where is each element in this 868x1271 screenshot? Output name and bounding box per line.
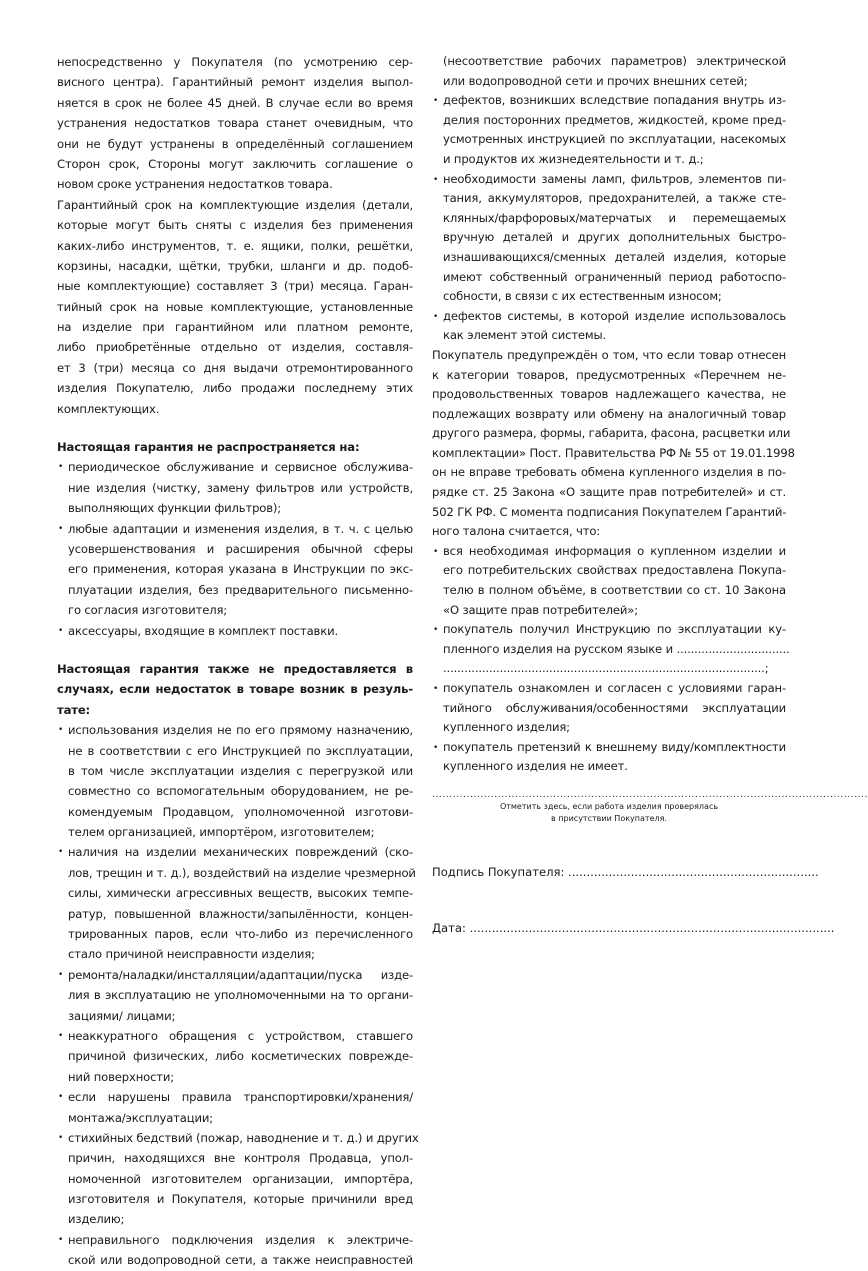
text-line: лов, трещин и т. д.), воздействий на изделие чрезмерной bbox=[68, 865, 416, 880]
text-line: непосредственно у Покупателя (по усмотрению сер- bbox=[57, 55, 413, 69]
text-line: ет 3 (три) месяца со дня выдачи отремонтированного bbox=[57, 360, 413, 375]
bullet-icon: • bbox=[433, 311, 439, 322]
bullet-icon: • bbox=[433, 546, 439, 557]
text-line: он не вправе требовать обмена купленного изделия в по- bbox=[432, 465, 786, 480]
list-item bbox=[432, 170, 786, 307]
text-line: необходимости замены ламп, фильтров, элементов пи- bbox=[443, 171, 786, 186]
bullet-icon: • bbox=[433, 742, 439, 753]
text-line: 502 ГК РФ. С момента подписания Покупателем Гарантий- bbox=[432, 504, 787, 519]
text-line: лия в эксплуатацию не уполномоченными на то органи- bbox=[68, 988, 413, 1003]
text-line: трированных паров, если что-либо из перечисленного bbox=[68, 927, 413, 942]
text-line: на изделие при гарантийном или платном ремонте, bbox=[57, 320, 413, 335]
text-line: корзины, насадки, щётки, трубки, шланги и др. подоб- bbox=[57, 258, 413, 273]
text-line: рядке ст. 25 Закона «О защите прав потребителей» и ст. bbox=[432, 485, 786, 500]
text-line: к категории товаров, предусмотренных «Перечнем не- bbox=[432, 367, 786, 382]
text-line: (несоответствие рабочих параметров) электрической bbox=[443, 54, 786, 68]
text-line: Покупатель предупреждён о том, что если товар отнесен bbox=[432, 347, 786, 362]
list-item bbox=[432, 307, 786, 346]
text-line: висного центра). Гарантийный ремонт изделия выпол- bbox=[57, 75, 413, 90]
text-line: любые адаптации и изменения изделия, в т. ч. с целью bbox=[68, 521, 413, 536]
bullet-icon: • bbox=[58, 625, 64, 636]
text-line: либо приобретённые отдельно от изделия, составля- bbox=[57, 340, 413, 355]
text-line: Настоящая гарантия также не предоставляется в bbox=[57, 661, 413, 676]
list-item bbox=[57, 1128, 419, 1230]
bullet-icon: • bbox=[58, 725, 64, 736]
text-line: устранения недостатков товара станет очевидным, что bbox=[57, 116, 413, 131]
text-line: каких-либо инструментов, т. е. ящики, полки, решётки, bbox=[57, 238, 413, 253]
check-mark-area bbox=[432, 789, 868, 826]
text-line: покупатель ознакомлен и согласен с условиями гаран- bbox=[443, 681, 786, 695]
list-item bbox=[57, 457, 413, 518]
text-line: зациями/ лицами; bbox=[68, 1008, 176, 1023]
list-item bbox=[57, 842, 416, 964]
bullet-icon: • bbox=[58, 1132, 64, 1143]
list-item bbox=[57, 965, 413, 1026]
list-item bbox=[432, 738, 786, 777]
text-line: аксессуары, входящие в комплект поставки. bbox=[68, 623, 338, 638]
text-line: силы, химически агрессивных веществ, высоких темпе- bbox=[68, 886, 413, 901]
text-line: купленного изделия не имеет. bbox=[443, 759, 628, 774]
text-line: комплектующих. bbox=[57, 401, 160, 416]
text-line: наличия на изделии механических повреждений (ско- bbox=[68, 845, 413, 860]
text-line: причиной физических, либо косметических поврежде- bbox=[68, 1049, 413, 1064]
text-line: тийного обслуживания/особенностями эксплуатации bbox=[443, 700, 786, 715]
text-line: продовольственных товаров надлежащего качества, не bbox=[432, 387, 786, 402]
text-line: го согласия изготовителя; bbox=[68, 603, 228, 618]
text-line: изготовителя и Покупателя, которые причинили вред bbox=[68, 1192, 413, 1207]
text-line: пленного изделия на русском языке и ................................ bbox=[443, 641, 790, 656]
text-line: тийный срок на новые комплектующие, установленные bbox=[57, 299, 413, 314]
text-line: ...........................................................................................; bbox=[443, 661, 769, 676]
bullet-icon: • bbox=[58, 1234, 64, 1245]
text-line: усмотренных инструкцией по эксплуатации, насекомых bbox=[443, 132, 786, 147]
check-note-line: Отметить здесь, если работа изделия проверялась bbox=[499, 801, 719, 811]
spacer bbox=[57, 419, 413, 437]
text-line: вручную деталей и других дополнительных быстро- bbox=[443, 230, 786, 245]
text-line: имеют собственный ограниченный период работоспо- bbox=[443, 269, 786, 284]
text-line: причин, находящихся вне контроля Продавца, упол- bbox=[68, 1151, 413, 1166]
section-heading bbox=[57, 437, 413, 457]
text-line: няется в срок не более 45 дней. В случае если во время bbox=[57, 95, 413, 110]
bullet-icon: • bbox=[58, 1030, 64, 1041]
bullet-icon: • bbox=[433, 625, 439, 636]
text-line: неаккуратного обращения с устройством, ставшего bbox=[68, 1028, 413, 1043]
text-line: покупатель претензий к внешнему виду/комплектности bbox=[443, 739, 786, 754]
text-line: ремонта/наладки/инсталляции/адаптации/пуска изде- bbox=[68, 967, 413, 982]
text-line: стало причиной неисправности изделия; bbox=[68, 947, 315, 962]
bullet-icon: • bbox=[433, 174, 439, 185]
text-line: номоченной изготовителем организации, импортёра, bbox=[68, 1171, 413, 1186]
text-line: монтажа/эксплуатации; bbox=[68, 1110, 214, 1125]
text-line: неправильного подключения изделия к электриче- bbox=[68, 1232, 413, 1247]
text-line: ние изделия (чистку, замену фильтров или устройств, bbox=[68, 480, 413, 495]
text-line: или водопроводной сети и прочих внешних сетей; bbox=[443, 73, 748, 88]
text-line: периодическое обслуживание и сервисное обслужива- bbox=[68, 460, 413, 475]
text-line: усовершенствования и расширения обычной сферы bbox=[68, 541, 413, 556]
text-line: они не будут устранены в определённый соглашением bbox=[57, 136, 413, 151]
text-line: стихийных бедствий (пожар, наводнение и т. д.) и других bbox=[68, 1130, 419, 1145]
text-line: покупатель получил Инструкцию по эксплуатации ку- bbox=[443, 622, 786, 637]
bullet-icon: • bbox=[433, 96, 439, 107]
text-line: собности, в связи с их естественным износом; bbox=[443, 289, 722, 304]
text-line: в том числе эксплуатации изделия с перегрузкой или bbox=[68, 763, 413, 778]
text-line: тате: bbox=[57, 702, 91, 717]
text-line: изнашивающихся/сменных деталей изделия, которые bbox=[443, 249, 786, 264]
bullet-icon: • bbox=[58, 523, 64, 534]
text-line: комендуемым Продавцом, уполномоченной изготови- bbox=[68, 804, 413, 819]
list-item bbox=[432, 679, 786, 738]
text-line: клянных/фарфоровых/матерчатых и перемещаемых bbox=[443, 210, 786, 225]
text-line: если нарушены правила транспортировки/хранения/ bbox=[68, 1090, 413, 1105]
text-line: Сторон срок, Стороны могут заключить соглашение о bbox=[57, 156, 413, 171]
list-item bbox=[57, 621, 413, 641]
spacer bbox=[57, 641, 413, 659]
text-line: Настоящая гарантия не распространяется на: bbox=[57, 440, 360, 455]
text-line: совместно со вспомогательным оборудованием, не ре- bbox=[68, 784, 413, 799]
list-item bbox=[57, 1230, 413, 1271]
text-line: не в соответствии с его Инструкцией по эксплуатации, bbox=[68, 743, 413, 758]
text-line: его применения, которая указана в Инструкции по экс- bbox=[68, 562, 413, 577]
bullet-icon: • bbox=[433, 684, 439, 694]
list-item bbox=[57, 519, 413, 621]
text-line: дефектов системы, в которой изделие использовалось bbox=[443, 308, 786, 323]
text-line: комплектации» Пост. Правительства РФ № 55 от 19.01.1998 bbox=[432, 445, 795, 460]
paragraph bbox=[432, 52, 786, 91]
text-line: ного талона считается, что: bbox=[432, 524, 601, 539]
text-line: ской или водопроводной сети, а также неисправностей bbox=[68, 1253, 413, 1268]
text-line: телю в полном объёме, в соответствии со ст. 10 Закона bbox=[443, 583, 786, 598]
bullet-icon: • bbox=[58, 1092, 64, 1103]
text-line: и продуктов их жизнедеятельности и т. д.; bbox=[443, 151, 704, 166]
text-line: новом сроке устранения недостатков товара. bbox=[57, 177, 333, 192]
text-line: «О защите прав потребителей»; bbox=[443, 602, 638, 617]
text-line: случаях, если недостаток в товаре возник в резуль- bbox=[57, 682, 413, 697]
paragraph bbox=[57, 52, 413, 195]
text-line: изделию; bbox=[68, 1212, 125, 1227]
text-line: которые могут быть сняты с изделия без применения bbox=[57, 218, 413, 233]
right-column-body bbox=[432, 52, 795, 777]
text-line: купленного изделия; bbox=[443, 720, 570, 735]
text-line: ратур, повышенной влажности/запылённости, концен- bbox=[68, 906, 413, 921]
list-item bbox=[57, 720, 413, 842]
date-field[interactable]: Дата: ................................................................................................... bbox=[432, 920, 835, 935]
paragraph bbox=[57, 195, 413, 419]
text-line: изделия Покупателю, либо продажи последнему этих bbox=[57, 381, 413, 396]
text-line: дефектов, возникших вследствие попадания внутрь из- bbox=[443, 93, 786, 108]
text-line: делия посторонних предметов, жидкостей, кроме пред- bbox=[443, 112, 786, 127]
text-line: ний поверхности; bbox=[68, 1069, 175, 1084]
list-item bbox=[432, 542, 786, 620]
right-column bbox=[432, 52, 868, 938]
text-line: Гарантийный срок на комплектующие изделия (детали, bbox=[57, 197, 413, 212]
left-column bbox=[57, 52, 419, 1271]
text-line: ные комплектующие) составляет 3 (три) месяца. Гаран- bbox=[57, 279, 413, 294]
list-item bbox=[57, 1026, 413, 1087]
bullet-icon: • bbox=[58, 847, 64, 858]
section-heading bbox=[57, 659, 413, 720]
paragraph bbox=[432, 346, 795, 542]
list-item bbox=[432, 91, 786, 169]
text-line: как элемент этой системы. bbox=[443, 328, 607, 343]
text-line: телем организацией, импортёром, изготовителем; bbox=[68, 825, 375, 840]
text-line: использования изделия не по его прямому назначению, bbox=[68, 723, 413, 738]
text-line: выполняющих функции фильтров); bbox=[68, 501, 282, 516]
text-line: тания, аккумуляторов, предохранителей, а также сте- bbox=[443, 191, 786, 206]
buyer-signature-field[interactable]: Подпись Покупателя: .................................................................... bbox=[432, 864, 819, 879]
text-line: его потребительских свойствах предоставлена Покупа- bbox=[443, 563, 786, 578]
list-item bbox=[57, 1087, 413, 1128]
text-line: плуатации изделия, без предварительного письменно- bbox=[68, 582, 413, 597]
list-item bbox=[432, 620, 790, 679]
text-line: другого размера, формы, габарита, фасона, расцветки или bbox=[432, 426, 791, 441]
bullet-icon: • bbox=[58, 969, 64, 980]
text-line: вся необходимая информация о купленном изделии и bbox=[443, 543, 786, 558]
text-line: подлежащих возврату или обмену на аналогичный товар bbox=[432, 406, 786, 421]
bullet-icon: • bbox=[58, 462, 64, 473]
check-note-line: в присутствии Покупателя. bbox=[551, 814, 667, 824]
check-mark-dotted-line[interactable]: .............................................................................................................................. bbox=[432, 789, 868, 800]
